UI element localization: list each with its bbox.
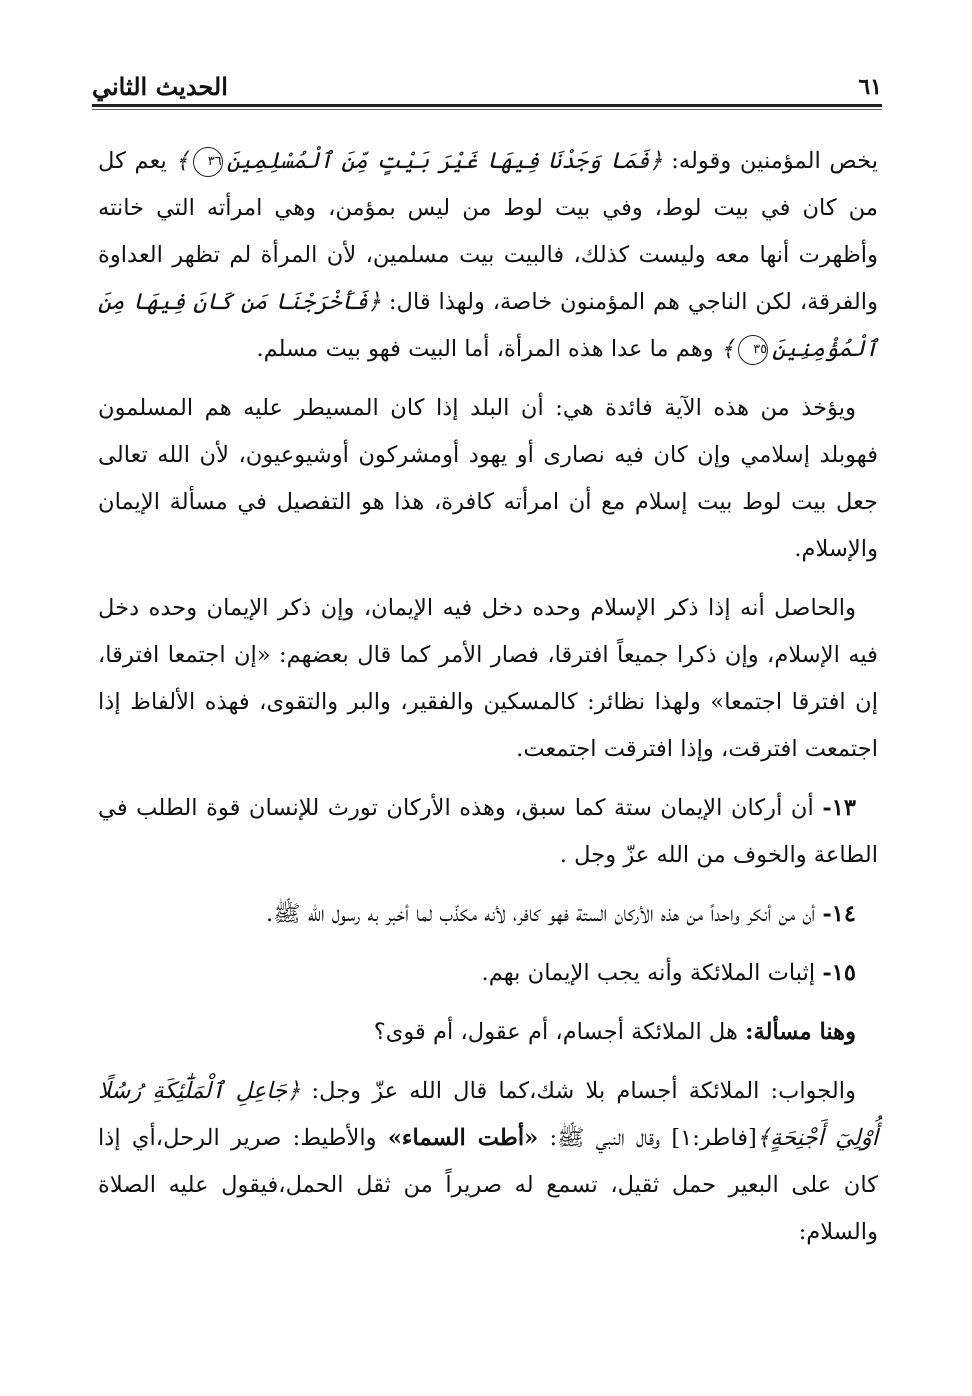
point-number: ١٣- (822, 795, 856, 821)
text-span: يخص المؤمنين وقوله: (662, 148, 878, 174)
numbered-point-15 (98, 950, 878, 997)
point-text: إثبات الملائكة وأنه يجب الإيمان بهم. (481, 960, 823, 986)
page-body (98, 138, 878, 1256)
text-span: والجواب: الملائكة أجسام بلا شك،كما قال الله عزّ وجل: (300, 1078, 856, 1104)
numbered-point-14 (98, 891, 878, 938)
quran-bracket: ﴾ (720, 336, 735, 362)
answer-paragraph (98, 1068, 878, 1256)
text-span: يعم كل من كان في بيت لوط، وفي بيت لوط من ليس بمؤمن، وهي امرأته التي خانته وأظهرت أنها معه وليست كذلك، فالبيت بيت مسلمين، لأن المرأة لم تظهر العداوة والفرقة، لكن الناجي هم المؤمنون خاصة، ولهذا قال: (98, 148, 878, 315)
page-number: ٦١ (858, 74, 882, 100)
hadith-quote: «أطت السماء» (387, 1125, 539, 1151)
quran-verse: ﴿جَاعِلِ ٱلْمَلَٰٓئِكَةِ رُسُلًا أُوْلِيٓ أَجْنِحَةٍ﴾ (98, 1078, 878, 1151)
ayah-number-mark: ٣٦ (193, 147, 223, 177)
point-number: ١٥- (822, 960, 856, 986)
text-span: [فاطر:١] وقال النبي ﷺ: (538, 1125, 757, 1151)
point-text: أن أركان الإيمان ستة كما سبق، وهذه الأركان تورث للإنسان قوة الطلب في الطاعة والخوف من الله عزّ وجل . (98, 795, 878, 868)
quran-bracket: ﴾ (175, 148, 189, 174)
question-paragraph (98, 1009, 878, 1056)
header-rule-thin (92, 109, 882, 110)
point-number: ١٤- (822, 901, 856, 927)
question-text: هل الملائكة أجسام، أم عقول، أم قوى؟ (373, 1019, 746, 1045)
question-lead: وهنا مسألة: (745, 1019, 856, 1045)
running-title: الحديث الثاني (92, 72, 228, 101)
ayah-number-mark: ٣٥ (738, 335, 768, 365)
quran-verse: ﴿فَأَخْرَجْنَا مَن كَانَ فِيهَا مِنَ ٱلْمُؤْمِنِينَ (98, 289, 878, 362)
paragraph-1 (98, 138, 878, 373)
quran-verse: ﴿فَمَا وَجَدْنَا فِيهَا غَيْرَ بَيْتٍ مِّنَ ٱلْمُسْلِمِينَ (226, 148, 663, 174)
header-rule (92, 104, 882, 107)
text-span: وهم ما عدا هذه المرأة، أما البيت فهو بيت مسلم. (256, 336, 721, 362)
paragraph-3: والحاصل أنه إذا ذكر الإسلام وحده دخل فيه الإيمان، وإن ذكر الإيمان وحده دخل فيه الإسلام، وإن ذكرا جميعاً افترقا، فصار الأمر كما قال بعضهم: «إن اجتمعا افترقا، إن افترقا اجتمعا» ولهذا نظائر: كالمسكين والفقير، والبر والتقوى، فهذه الألفاظ إذا اجتمعت افترقت، وإذا افترقت اجتمعت. (98, 595, 878, 762)
numbered-point-13 (98, 785, 878, 879)
paragraph-2: ويؤخذ من هذه الآية فائدة هي: أن البلد إذا كان المسيطر عليه هم المسلمون فهوبلد إسلامي وإن كان فيه نصارى أو يهود أومشركون أوشيوعيون، لأن الله تعالى جعل بيت لوط بيت إسلام مع أن امرأته كافرة، هذا هو التفصيل في مسألة الإيمان والإسلام. (98, 395, 878, 562)
text-span: والأطيط: صرير الرحل،أي إذا كان على البعير حمل ثقيل، تسمع له صريراً من ثقل الحمل،فيقول عليه الصلاة والسلام: (98, 1125, 878, 1245)
point-text: أن من أنكر واحداً من هذه الأركان الستة فهو كافر، لأنه مكذّب لما أخبر به رسول الله ﷺ. (266, 901, 823, 927)
page-header (92, 66, 882, 102)
